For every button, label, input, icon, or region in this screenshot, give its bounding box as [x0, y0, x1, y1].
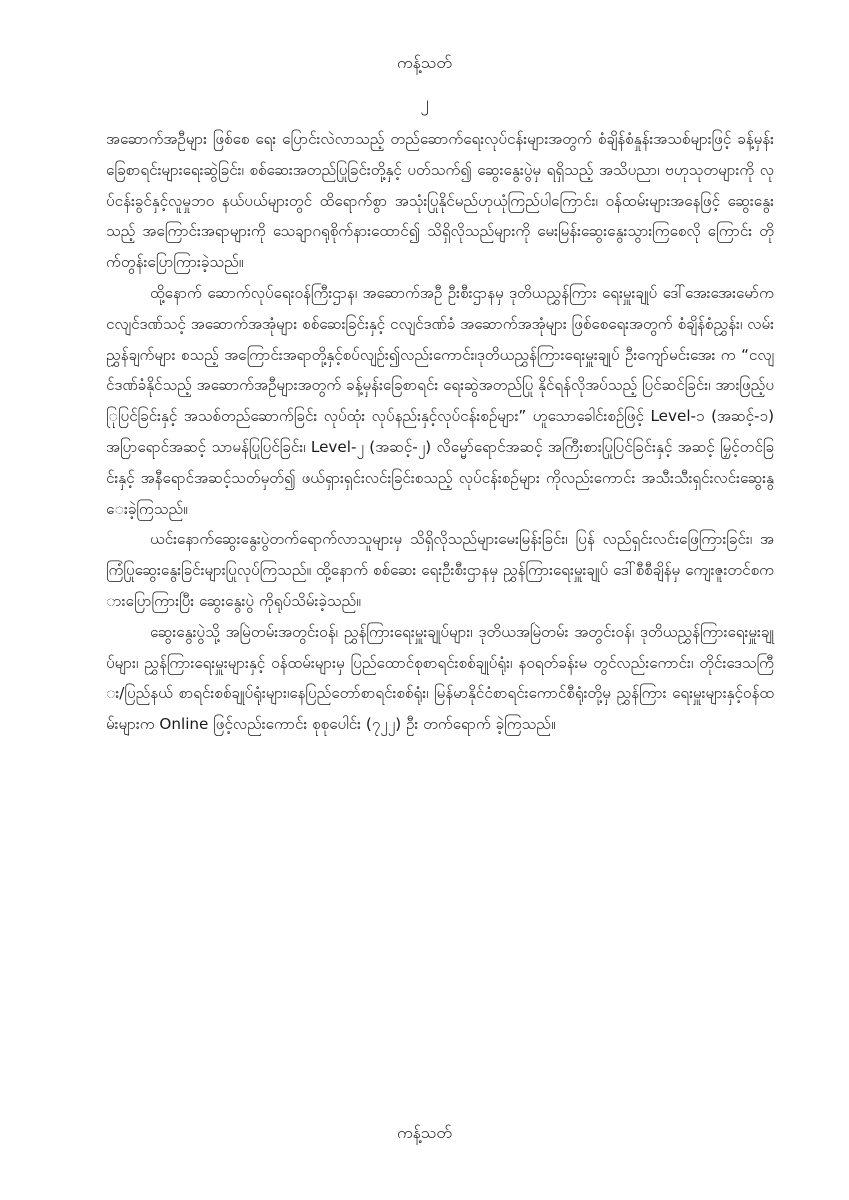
paragraph-3: ယင်းနောက်ဆွေးနွေးပွဲတက်ရောက်လာသူများမှ သိရှိလိုသည်များမေးမြန်းခြင်း၊ ပြန် လည်ရှင်းလင်းဖြေကြားခြင်း၊ အကြံပြုဆွေးနွေးခြင်းများပြုလုပ်ကြသည်။ ထို့နောက် စစ်ဆေး ရေးဦးစီးဌာနမှ ညွှန်ကြားရေးမှူးချုပ် ဒေါ်စီစီချိန်မှ ကျေးဇူးတင်စကားပြောကြားပြီး ဆွေးနွေးပွဲ ကိုရုပ်သိမ်းခဲ့သည်။ [106, 530, 774, 610]
paragraph-4: ဆွေးနွေးပွဲသို့ အမြဲတမ်းအတွင်းဝန်၊ ညွှန်ကြားရေးမှူးချုပ်များ၊ ဒုတိယအမြဲတမ်း အတွင်းဝန်၊ ဒုတိယညွှန်ကြားရေးမှူးချုပ်များ၊ ညွှန်ကြားရေးမှူးများနှင့် ဝန်ထမ်းများမှ ပြည်ထောင်စုစာရင်းစစ်ချုပ်ရုံး၊ နဝရတ်ခန်းမ တွင်လည်းကောင်း၊ တိုင်းဒေသကြီး/ပြည်နယ် စာရင်းစစ်ချုပ်ရုံးများ၊နေပြည်တော်စာရင်းစစ်ရုံး၊ မြန်မာနိုင်ငံစာရင်းကောင်စီရုံးတို့မှ ညွှန်ကြား ရေးမှူးများနှင့်ဝန်ထမ်းများက Online ဖြင့်လည်းကောင်း စုစုပေါင်း (၇၂၂) ဦး တက်ရောက် ခဲ့ကြသည်။ [106, 622, 774, 734]
paragraph-2: ထို့နောက် ဆောက်လုပ်ရေးဝန်ကြီးဌာန၊ အဆောက်အဦ ဦးစီးဌာနမှ ဒုတိယညွှန်ကြား ရေးမှူးချုပ် ဒေါ်အေးအေးမော်က ငလျင်ဒဏ်သင့် အဆောက်အအုံများ စစ်ဆေးခြင်းနှင့် ငလျင်ဒဏ်ခံ အဆောက်အအုံများ ဖြစ်စေရေးအတွက် စံချိန်စံညွှန်း၊ လမ်းညွှန်ချက်များ စသည့် အကြောင်းအရာတို့နှင့်စပ်လျဉ်း၍လည်းကောင်း၊ဒုတိယညွှန်ကြားရေးမှူးချုပ် ဦးကျော်မင်းအေး က “ငလျင်ဒဏ်ခံနိုင်သည့် အဆောက်အဦများအတွက် ခန့်မှန်းခြေစာရင်း ရေးဆွဲအတည်ပြု နိုင်ရန်လိုအပ်သည့် ပြင်ဆင်ခြင်း၊ အားဖြည့်ပြုပြင်ခြင်းနှင့် အသစ်တည်ဆောက်ခြင်း လုပ်ထုံး လုပ်နည်းနှင့်လုပ်ငန်းစဉ်များ” ဟူသောခေါင်းစဉ်ဖြင့် Level-၁ (အဆင့်-၁) အပြာရောင်အဆင့် သာမန်ပြုပြင်ခြင်း၊ Level-၂ (အဆင့်-၂) လိမ္မော်ရောင်အဆင့် အကြီးစားပြုပြင်ခြင်းနှင့် အဆင့် မြှင့်တင်ခြင်းနှင့် အနီရောင်အဆင့်သတ်မှတ်၍ ဖယ်ရှားရှင်းလင်းခြင်းစသည့် လုပ်ငန်းစဉ်များ ကိုလည်းကောင်း အသီးသီးရှင်းလင်းဆွေးနွေးခဲ့ကြသည်။ [106, 283, 774, 518]
paragraph-1: အဆောက်အဦများ ဖြစ်စေ ရေး ပြောင်းလဲလာသည့် တည်ဆောက်ရေးလုပ်ငန်းများအတွက် စံချိန်စံနှုန်းအသစ်များဖြင့် ခန့်မှန်းခြေစာရင်းများရေးဆွဲခြင်း၊ စစ်ဆေးအတည်ပြုခြင်းတို့နှင့် ပတ်သက်၍ ဆွေးနွေးပွဲမှ ရရှိသည့် အသိပညာ၊ ဗဟုသုတများကို လုပ်ငန်းခွင်နှင့်လူမှုဘဝ နယ်ပယ်များတွင် ထိရောက်စွာ အသုံးပြုနိုင်မည်ဟုယုံကြည်ပါကြောင်း၊ ဝန်ထမ်းများအနေဖြင့် ဆွေးနွေးသည့် အကြောင်းအရာများကို သေချာဂရုစိုက်နားထောင်၍ သိရှိလိုသည်များကို မေးမြန်းဆွေးနွေးသွားကြစေလို ကြောင်း တိုက်တွန်းပြောကြားခဲ့သည်။ [106, 130, 774, 272]
classification-footer: ကန့်သတ် [397, 1123, 452, 1142]
classification-header: ကန့်သတ် [397, 53, 452, 72]
page-number: ၂ [420, 93, 429, 113]
body-text [106, 124, 774, 740]
